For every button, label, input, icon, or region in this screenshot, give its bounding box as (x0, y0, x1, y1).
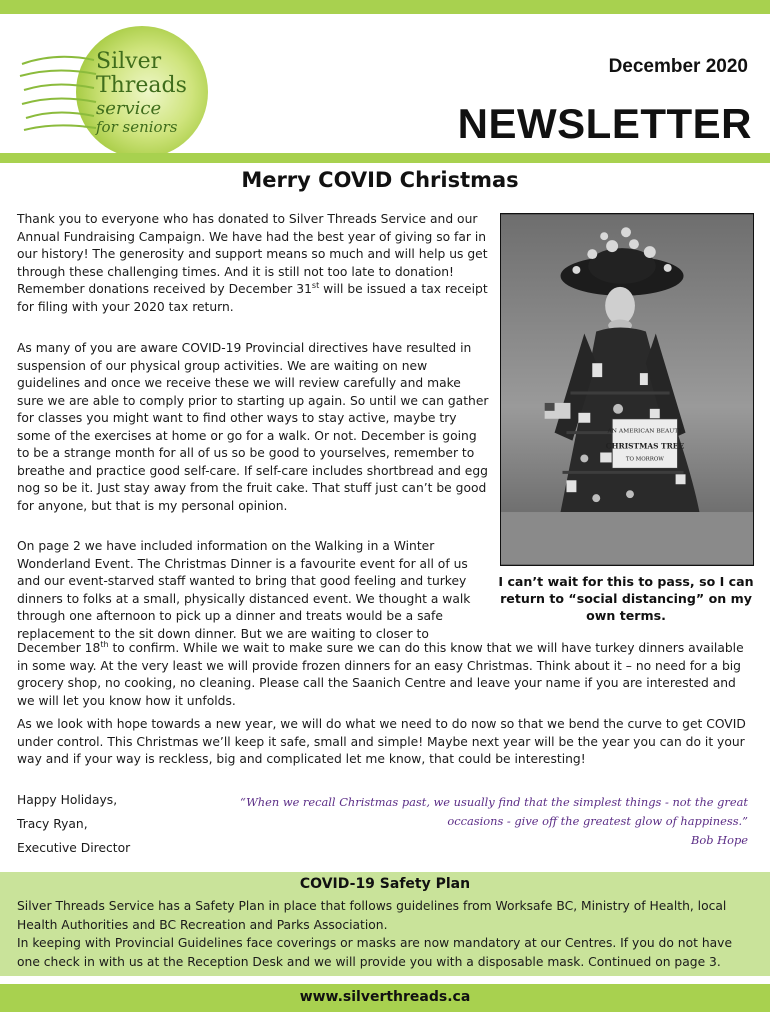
photo-sign-line1: AN AMERICAN BEAUTY (607, 427, 683, 435)
photo-sign-line3: TO MORROW (625, 456, 664, 463)
article-paragraph-donations (17, 211, 491, 316)
logo-line3: service (96, 98, 162, 119)
article-paragraph-activities: As many of you are aware COVID-19 Provincial directives have resulted in suspension of our physical group activities. We are waiting on new guidelines and once we receive these we will review carefully and make sure we are able to comply prior to starting up again. So until we can gather for classes you might want to find other ways to stay active, maybe try some of the exercises at home or go for a walk. Or not. December is going to be a strange month for all of us so be good to yourselves, remember to breathe and practice good self-care. If self-care includes shortbread and egg nog so be it. Just stay away from the fruit cake. That stuff just can’t be good for anyone, but that is my personal opinion. (17, 341, 489, 513)
logo-line1: Silver (96, 49, 162, 74)
christmas-tree-costume-photo (500, 213, 754, 566)
article-paragraph-winter-event: On page 2 we have included information on the Walking in a Winter Wonderland Event. The Christmas Dinner is a favourite event for all of us and our event-starved staff wanted to bring that good feeling and turkey dinners to folks at a small, physically distanced event. We thought a walk through one afternoon to pick up a dinner and treats would be a safe replacement to the sit down dinner. But we are waiting to closer to (17, 539, 471, 641)
newsletter-masthead: NEWSLETTER (457, 100, 752, 147)
photo-caption: I can’t wait for this to pass, so I can return to “social distancing” on my own terms. (498, 574, 754, 623)
safety-plan-paragraph: Silver Threads Service has a Safety Plan in place that follows guidelines from Worksafe BC, Ministry of Health, local Health Authorities and BC Recreation and Parks Association. (17, 899, 727, 932)
header-divider-bar (0, 153, 770, 163)
signoff-title: Executive Director (17, 841, 131, 855)
paragraph-text: to confirm. While we wait to make sure we can do this know that we will have turkey dinners available in some way. At the very least we will provide frozen dinners for an easy Christmas. Think about it – no need for a big grocery shop, no cooking, no cleaning. Please call the Saanich Centre and leave your name if you are interested and we will let you know how it unfolds. (17, 641, 744, 708)
photo-sign-line2: CHRISTMAS TREE (605, 441, 685, 451)
paragraph-text: December 18 (17, 641, 101, 655)
website-link[interactable]: www.silverthreads.ca (299, 989, 471, 1005)
article-headline: Merry COVID Christmas (241, 168, 519, 192)
article-paragraph-new-year: As we look with hope towards a new year, we will do what we need to do now so that we bend the curve to get COVID under control. This Christmas we’ll keep it safe, small and simple! Maybe next year will be the year you can do it your way and if your way is reckless, big and complicated let me know, that could be interesting! (17, 717, 746, 766)
signoff-name: Tracy Ryan, (17, 817, 88, 831)
superscript: st (311, 280, 320, 290)
quote-author: Bob Hope (691, 833, 748, 847)
superscript: th (100, 639, 109, 649)
paragraph-text: Thank you to everyone who has donated to Silver Threads Service and our Annual Fundraising Campaign. We have had the best year of giving so far in our history! The generosity and support means so much and will help us get through these challenging times. And it is still not too late to donation! Remember donations received by December 31 (17, 212, 488, 296)
article-paragraph-winter-event-cont (17, 640, 753, 710)
safety-plan-title: COVID-19 Safety Plan (299, 876, 471, 892)
safety-plan-text (17, 897, 757, 971)
paragraph-text: will be issued a tax receipt for filing with your 2020 tax return. (17, 282, 488, 314)
signoff-block (17, 788, 130, 860)
signoff-greeting: Happy Holidays, (17, 793, 118, 807)
logo-line4: for seniors (96, 118, 178, 136)
safety-plan-paragraph: In keeping with Provincial Guidelines face coverings or masks are now mandatory at our Centres. If you do not have one check in with us at the Reception Desk and we will provide you with a disposable mask. Continued on page 3. (17, 936, 733, 969)
logo-line2: Threads (96, 73, 187, 98)
top-accent-bar (0, 0, 770, 14)
holiday-quote (228, 793, 748, 850)
silver-threads-logo (16, 24, 216, 164)
quote-text: “When we recall Christmas past, we usually find that the simplest things - not the great occasions - give off the greatest glow of happiness.” (239, 795, 748, 828)
issue-date: December 2020 (608, 56, 748, 77)
